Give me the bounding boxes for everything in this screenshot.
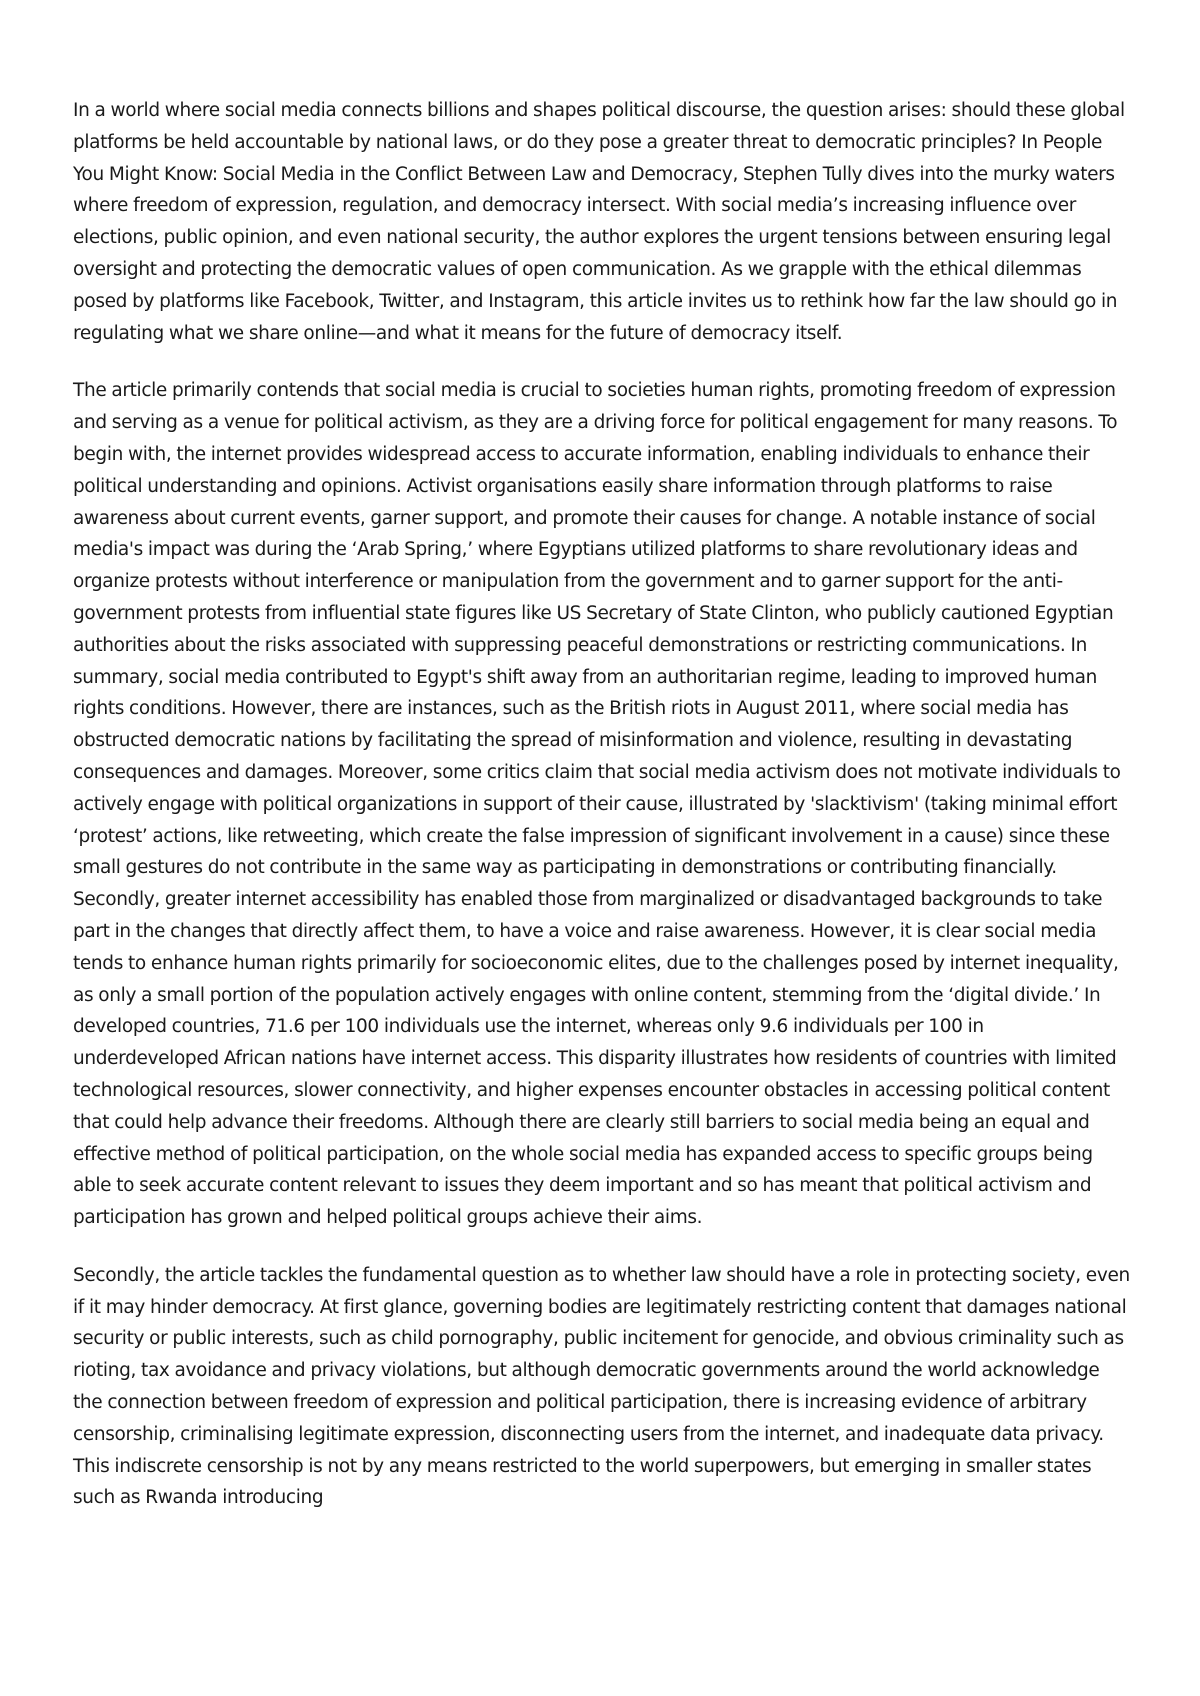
paragraph-law-and-democracy: Secondly, the article tackles the fundamental question as to whether law should have a role in protecting society, even if it may hinder democracy. At first glance, governing bodies are legitimately restricting content that damages national security or public interests, such as child pornography, public incitement for genocide, and obvious criminality such as rioting, tax avoidance and privacy violations, but although democratic governments around the world acknowledge the connection between freedom of expression and political participation, there is increasing evidence of arbitrary censorship, criminalising legitimate expression, disconnecting users from the internet, and inadequate data privacy. This indiscrete censorship is not by any means restricted to the world superpowers, but emerging in smaller states such as Rwanda introducing	[73, 1264, 1130, 1509]
paragraph-introduction: In a world where social media connects billions and shapes political discourse, the question arises: should these global platforms be held accountable by national laws, or do they pose a greater threat to democratic principles? In People You Might Know: Social Media in the Conflict Between Law and Democracy, Stephen Tully dives into the murky waters where freedom of expression, regulation, and democracy intersect. With social media’s increasing influence over elections, public opinion, and even national security, the author explores the urgent tensions between ensuring legal oversight and protecting the democratic values of open communication. As we grapple with the ethical dilemmas posed by platforms like Facebook, Twitter, and Instagram, this article invites us to rethink how far the law should go in regulating what we share online—and what it means for the future of democracy itself.	[73, 100, 1125, 344]
paragraph-social-media-human-rights: The article primarily contends that social media is crucial to societies human rights, promoting freedom of expression and serving as a venue for political activism, as they are a driving force for political engagement for many reasons. To begin with, the internet provides widespread access to accurate information, enabling individuals to enhance their political understanding and opinions. Activist organisations easily share information through platforms to raise awareness about current events, garner support, and promote their causes for change. A notable instance of social media's impact was during the ‘Arab Spring,’ where Egyptians utilized platforms to share revolutionary ideas and organize protests without interference or manipulation from the government and to garner support for the anti-government protests from influential state figures like US Secretary of State Clinton, who publicly cautioned Egyptian authorities about the risks associated with suppressing peaceful demonstrations or restricting communications. In summary, social media contributed to Egypt's shift away from an authoritarian regime, leading to improved human rights conditions. However, there are instances, such as the British riots in August 2011, where social media has obstructed democratic nations by facilitating the spread of misinformation and violence, resulting in devastating consequences and damages. Moreover, some critics claim that social media activism does not motivate individuals to actively engage with political organizations in support of their cause, illustrated by 'slacktivism' (taking minimal effort ‘protest’ actions, like retweeting, which create the false impression of significant involvement in a cause) since these small gestures do not contribute in the same way as participating in demonstrations or contributing financially. Secondly, greater internet accessibility has enabled those from marginalized or disadvantaged backgrounds to take part in the changes that directly affect them, to have a voice and raise awareness. However, it is clear social media tends to enhance human rights primarily for socioeconomic elites, due to the challenges posed by internet inequality, as only a small portion of the population actively engages with online content, stemming from the ‘digital divide.’ In developed countries, 71.6 per 100 individuals use the internet, whereas only 9.6 individuals per 100 in underdeveloped African nations have internet access. This disparity illustrates how residents of countries with limited technological resources, slower connectivity, and higher expenses encounter obstacles in accessing political content that could help advance their freedoms. Although there are clearly still barriers to social media being an equal and effective method of political participation, on the whole social media has expanded access to specific groups being able to seek accurate content relevant to issues they deem important and so has meant that political activism and participation has grown and helped political groups achieve their aims.	[73, 380, 1121, 1229]
document-body	[73, 95, 1131, 1540]
